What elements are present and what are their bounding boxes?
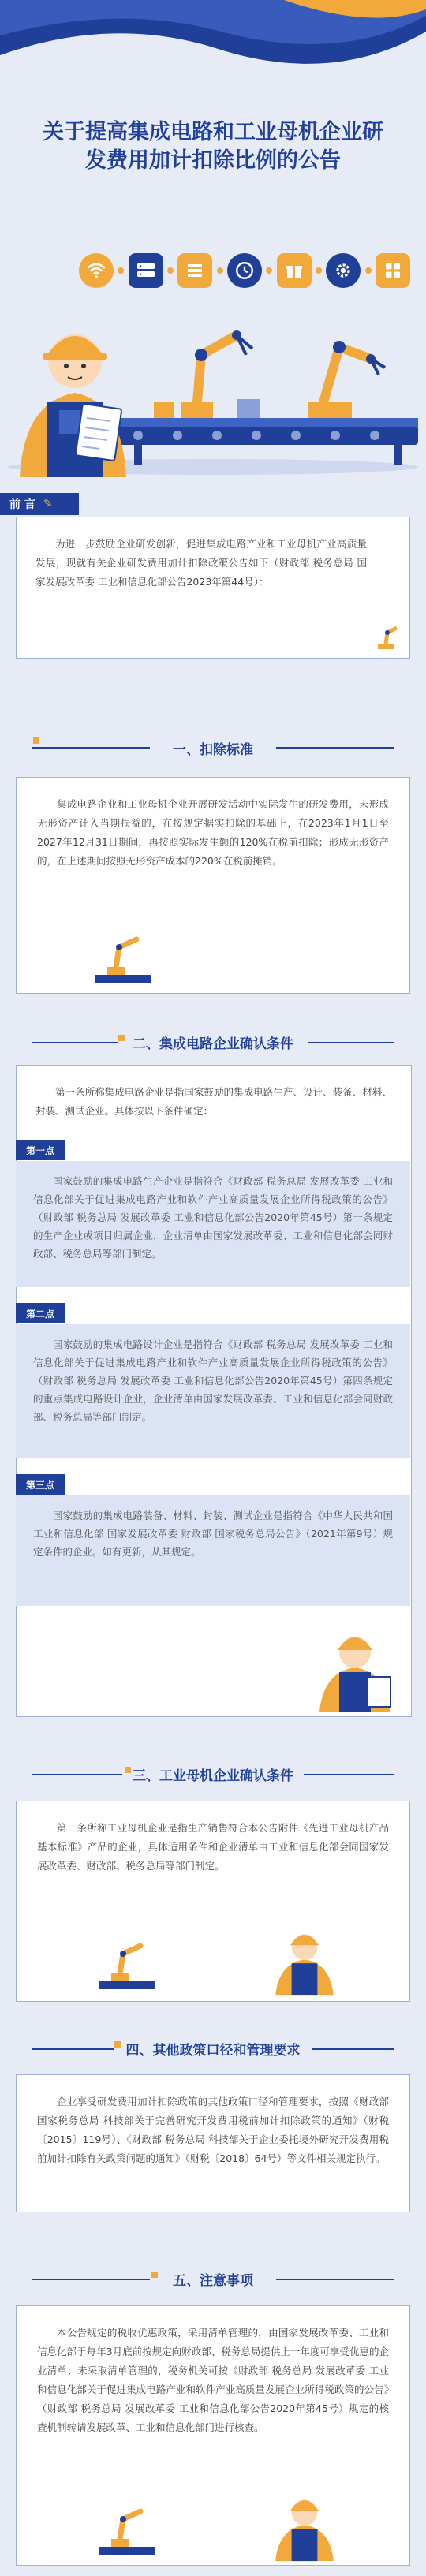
worker-illustration (269, 2483, 340, 2562)
section-2-line (32, 1042, 118, 1043)
preface-label: 前 言 (9, 498, 36, 511)
stack-icon (178, 253, 212, 288)
section-4-heading: 四、其他政策口径和管理要求 (125, 2042, 301, 2059)
section-5-line (276, 2279, 394, 2280)
feature-icon-row (79, 247, 410, 294)
grid-apps-icon (376, 253, 410, 288)
section-2-line (308, 1042, 394, 1043)
section-2-intro: 第一条所称集成电路企业是指国家鼓励的集成电路生产、设计、装备、材料、封装、测试企业。具体按以下条件确定： (36, 1086, 392, 1117)
separator-dot (365, 267, 372, 274)
section-5-heading: 五、注意事项 (173, 2272, 253, 2289)
section-5-line (32, 2279, 150, 2280)
section-1-text: 集成电路企业和工业母机企业开展研发活动中实际发生的研发费用，未形成无形资产计入当期损益的，在按规定据实扣除的基础上，在2023年1月1日至2027年12月31日期间，再按照实际发生额的120%在税前扣除；形成无形资产的，在上述期间按照无形资产成本的220%在税前摊销。 (37, 798, 389, 867)
robot-arm-icon (372, 620, 403, 651)
separator-dot (167, 267, 174, 274)
preface-card (16, 517, 410, 659)
section-2-item-2-text: 国家鼓励的集成电路设计企业是指符合《财政部 税务总局 发展改革委 工业和信息化部关于促进集成电路产业和软件产业高质量发展企业所得税政策的公告》（财政部 税务总局 发展改革委 工业和信息化部公告2020年第45号）第四条规定的重点集成电路设计企业，企业清单由国家发展改革委、工业和信息化部会同财政部、税务总局等部门制定。 (33, 1338, 393, 1423)
section-3-line (32, 1774, 122, 1775)
section-4-line (32, 2048, 114, 2050)
separator-dot (266, 267, 272, 274)
header-wave-decoration (0, 0, 426, 103)
section-2-tag-2: 第二点 (16, 1303, 65, 1323)
preface-text: 为进一步鼓励企业研发创新，促进集成电路产业和工业母机产业高质量发展，现就有关企业研发费用加计扣除政策公告如下（财政部 税务总局 国家发展改革委 工业和信息化部公告2023年第44号）： (36, 538, 367, 588)
section-3-line (304, 1774, 394, 1775)
separator-dot (316, 267, 322, 274)
gear-icon (326, 253, 361, 288)
section-5-text: 本公告规定的税收优惠政策，采用清单管理的，由国家发展改革委、工业和信息化部于每年3月底前按规定向财政部、税务总局提供上一年度可享受优惠的企业清单；未采取清单管理的，税务机关可按《财政部 税务总局 发展改革委 工业和信息化部关于促进集成电路产业和软件产业高质量发展企业所得税政策的公告》（财政部 税务总局 发展改革委 工业和信息化部公告2020年第45号）规定的核查机制转请发展改革、工业和信息化部门进行核查。 (37, 2327, 389, 2433)
clock-icon (227, 253, 262, 288)
section-2-tag-1: 第一点 (16, 1140, 65, 1160)
robot-arm-illustration (88, 931, 159, 987)
gift-box-icon (277, 253, 312, 288)
section-1-accent (33, 737, 39, 744)
section-1-line (276, 747, 394, 749)
server-icon (129, 253, 163, 288)
section-1-card (16, 777, 410, 994)
section-5-card (16, 2305, 410, 2566)
robot-arm-illustration (92, 2503, 163, 2559)
section-2-tag-3: 第三点 (16, 1474, 65, 1495)
section-1-heading: 一、扣除标准 (173, 741, 253, 758)
section-2-item-2 (16, 1324, 410, 1458)
section-2-item-1-text: 国家鼓励的集成电路生产企业是指符合《财政部 税务总局 发展改革委 工业和信息化部关于促进集成电路产业和软件产业高质量发展企业所得税政策的公告》（财政部 税务总局 发展改革委 工业和信息化部公告2020年第45号）第一条规定的生产企业或项目归属企业，企业清单由国家发展改革委、工业和信息化部会同财政部、税务总局等部门制定。 (33, 1175, 393, 1260)
worker-illustration (312, 1617, 398, 1712)
section-2-item-3-text: 国家鼓励的集成电路装备、材料、封装、测试企业是指符合《中华人民共和国工业和信息化部 国家发展改革委 财政部 国家税务总局公告》（2021年第9号）规定条件的企业。如有更新，从其规定。 (33, 1510, 393, 1558)
worker-illustration (269, 1917, 340, 1996)
section-3-text: 第一条所称工业母机企业是指生产销售符合本公告附件《先进工业母机产品基本标准》产品的企业，具体适用条件和企业清单由工业和信息化部会同国家发展改革委、财政部、税务总局等部门制定。 (37, 1822, 389, 1872)
section-3-heading: 三、工业母机企业确认条件 (133, 1768, 293, 1784)
wifi-icon (79, 253, 114, 288)
section-1-line (32, 747, 150, 749)
section-2-heading: 二、集成电路企业确认条件 (133, 1036, 293, 1052)
preface-tab (0, 493, 79, 515)
robot-arm-illustration (92, 1938, 163, 1993)
section-2-item-1 (16, 1161, 410, 1287)
section-4-text: 企业享受研发费用加计扣除政策的其他政策口径和管理要求，按照《财政部 国家税务总局 科技部关于完善研究开发费用税前加计扣除政策的通知》（财税〔2015〕119号）、《财政部 税务总局 科技部关于企业委托境外研究开发费用税前加计扣除有关政策问题的通知》（财税〔2018〕64号）等文件相关规定执行。 (37, 2096, 389, 2164)
section-4-card (16, 2074, 410, 2212)
separator-dot (217, 267, 223, 274)
pen-icon: ✎ (43, 498, 53, 510)
page-title: 关于提高集成电路和工业母机企业研发费用加计扣除比例的公告 (43, 120, 383, 173)
section-4-line (312, 2048, 394, 2050)
section-2-item-3 (16, 1495, 410, 1606)
separator-dot (118, 267, 124, 274)
hero-illustration (0, 300, 426, 481)
section-3-card (16, 1801, 410, 2002)
